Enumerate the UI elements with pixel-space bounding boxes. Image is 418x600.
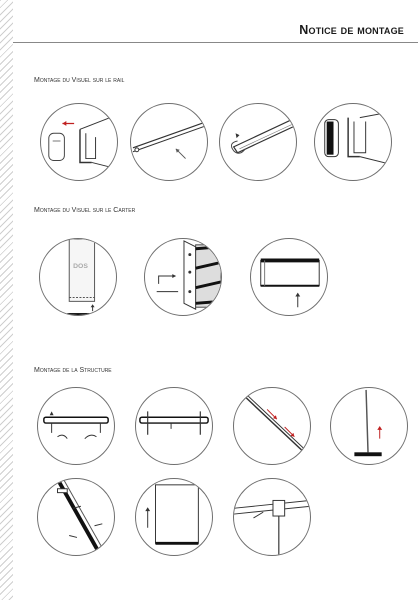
step-structure-6 bbox=[135, 478, 213, 556]
visual-back-label: DOS bbox=[73, 263, 88, 271]
step-structure-3 bbox=[233, 387, 311, 465]
step-rail-4 bbox=[314, 103, 392, 181]
section-title-carter: Montage du Visuel sur le Carter bbox=[34, 207, 136, 214]
section-title-rail: Montage du Visuel sur le rail bbox=[34, 77, 125, 84]
step-rail-3 bbox=[219, 103, 297, 181]
hatched-margin bbox=[0, 0, 13, 600]
step-structure-7 bbox=[233, 478, 311, 556]
step-carter-2 bbox=[144, 238, 222, 316]
step-carter-1 bbox=[39, 238, 117, 316]
step-rail-1 bbox=[40, 103, 118, 181]
title-divider bbox=[13, 42, 418, 43]
page-title: Notice de montage bbox=[299, 23, 404, 37]
section-title-structure: Montage de la Structure bbox=[34, 367, 112, 374]
step-structure-2 bbox=[135, 387, 213, 465]
step-carter-3 bbox=[250, 238, 328, 316]
step-structure-4 bbox=[330, 387, 408, 465]
step-rail-2 bbox=[130, 103, 208, 181]
step-structure-1 bbox=[37, 387, 115, 465]
step-structure-5 bbox=[37, 478, 115, 556]
